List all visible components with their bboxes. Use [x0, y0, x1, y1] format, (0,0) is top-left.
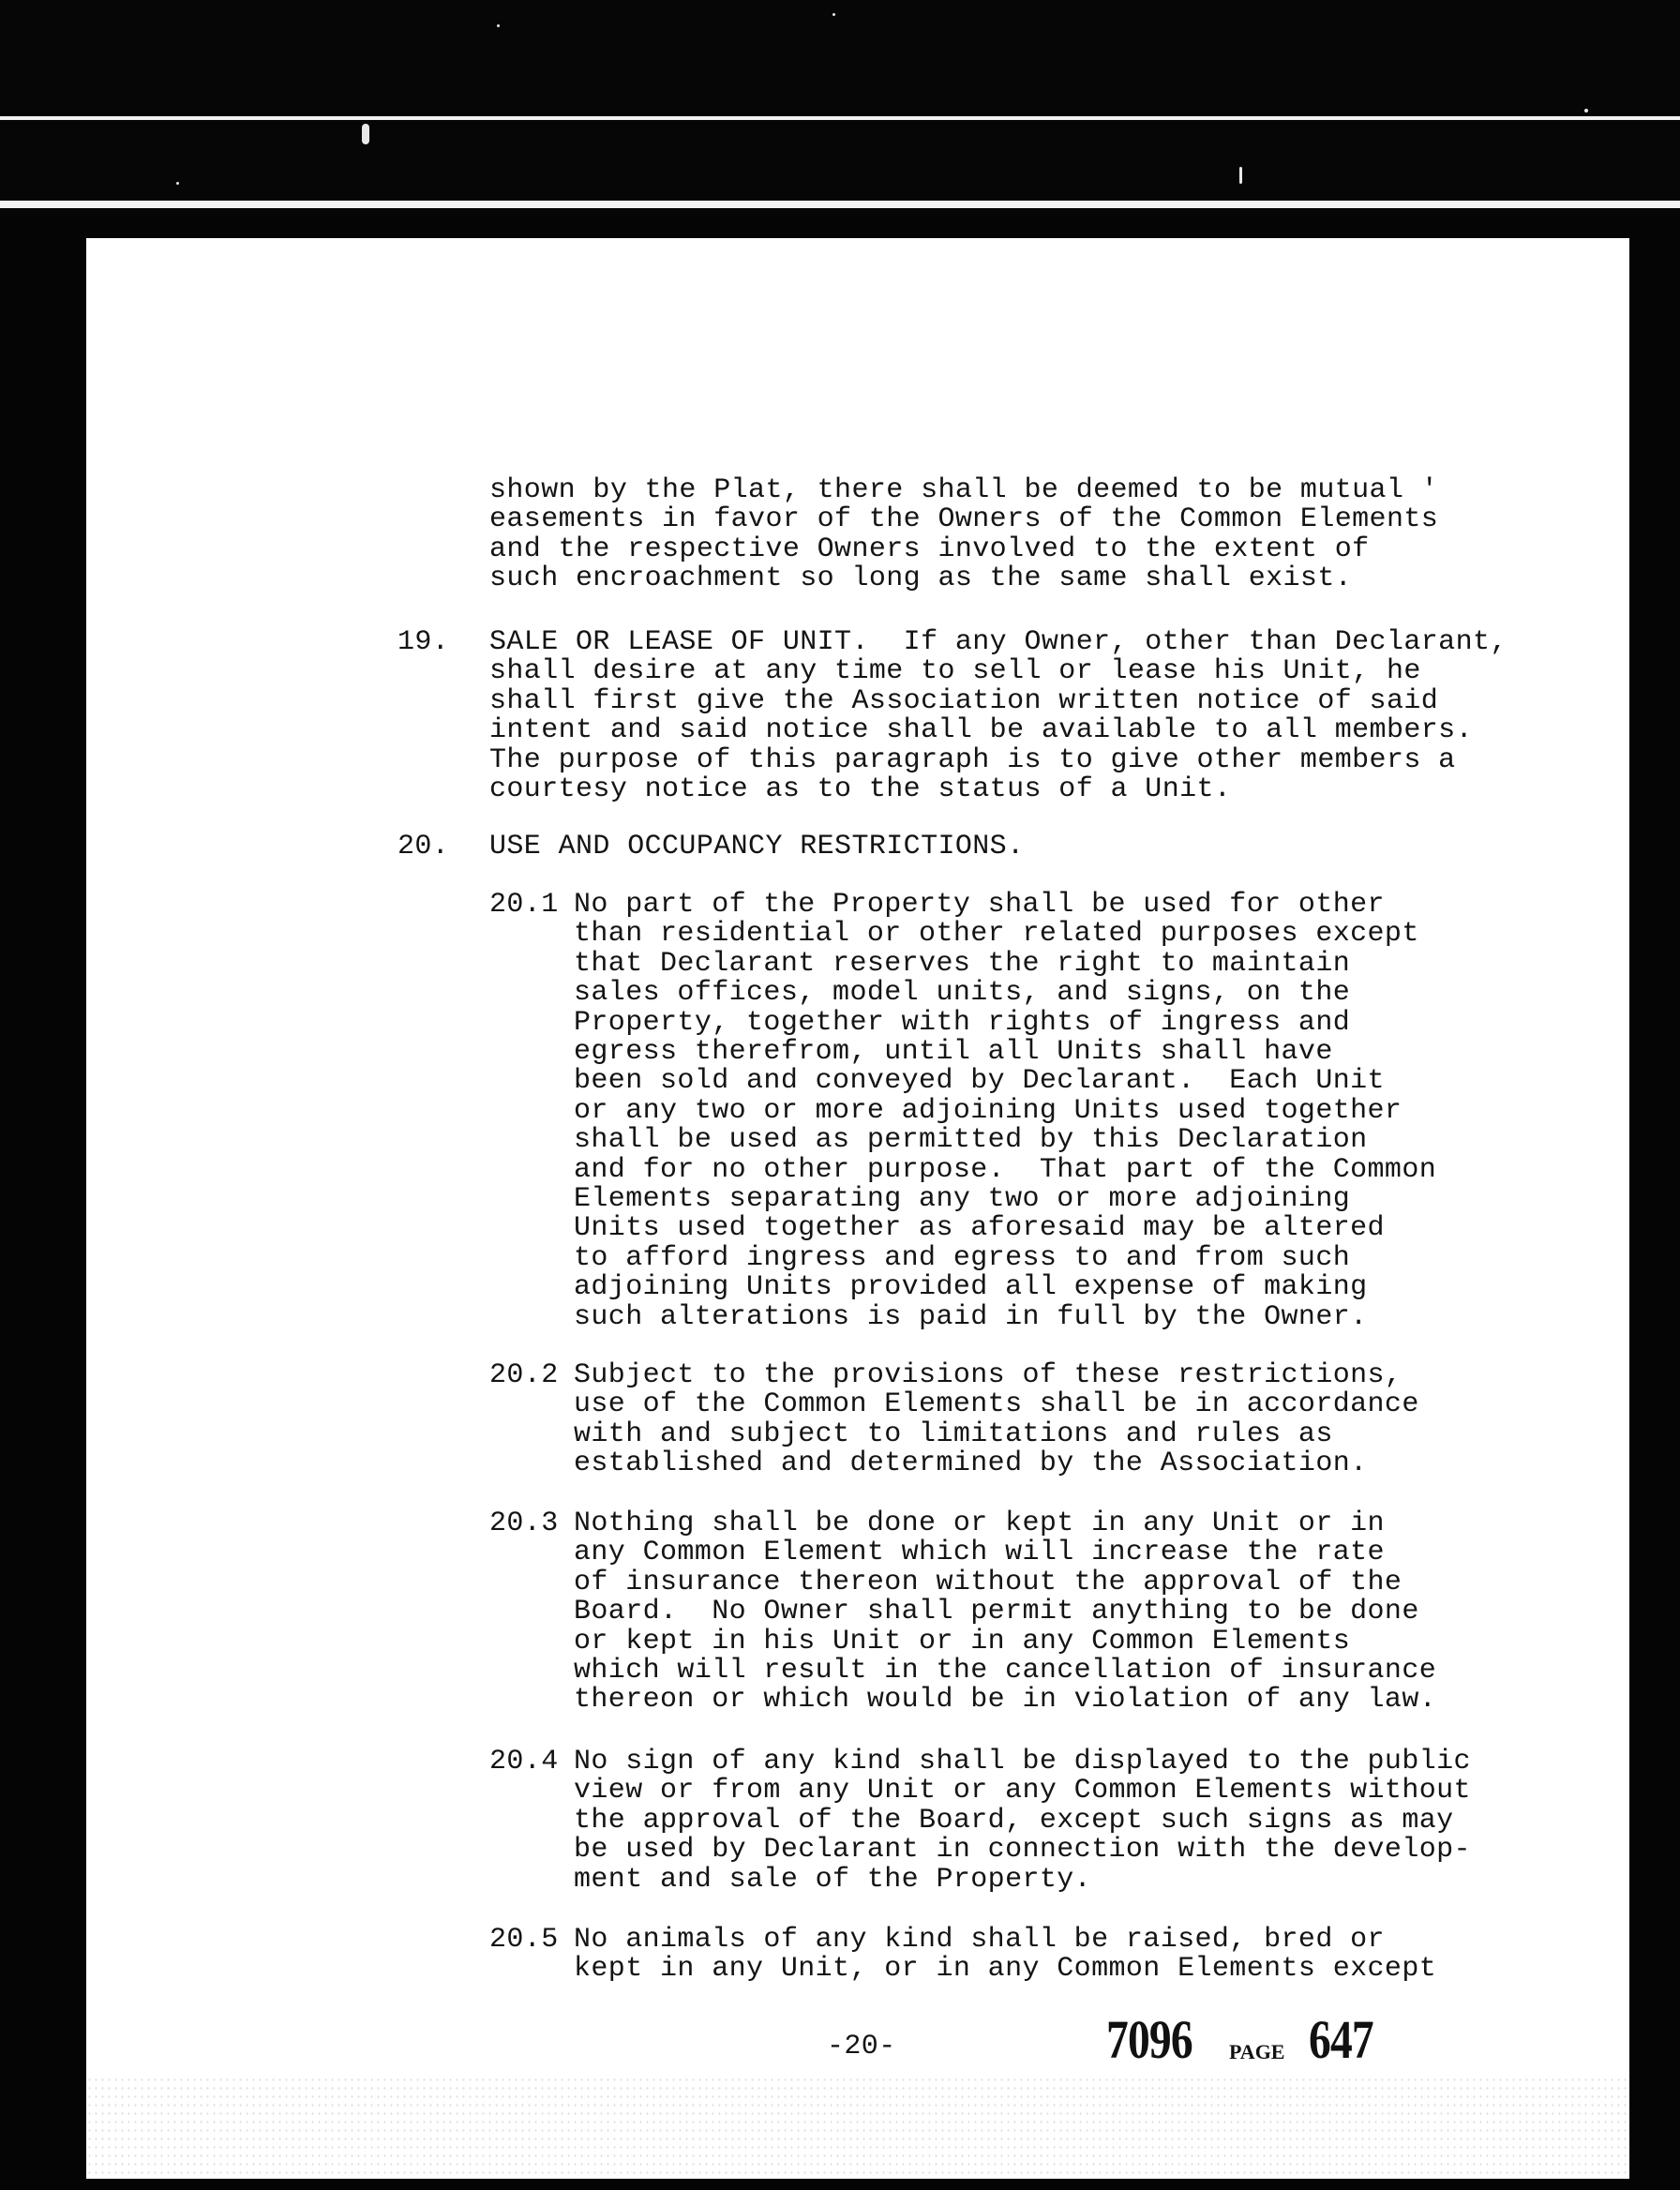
- section-19-number: 19.: [398, 626, 450, 658]
- item-20-3-number: 20.3: [489, 1508, 559, 1539]
- book-page-stamp: [1106, 2008, 1373, 2071]
- item-20-4-text: No sign of any kind shall be displayed to the public view or from any Unit or any Common Elements without the approval of the Board, except such signs as may be used by Declarant in connection with the develop- ment and sale of the Property.: [574, 1746, 1471, 1896]
- scan-speck: [362, 124, 369, 144]
- section-20-number: 20.: [398, 831, 450, 862]
- scan-speck: [1584, 109, 1588, 112]
- page-number: -20-: [827, 2031, 896, 2062]
- scan-speck: [1239, 167, 1242, 184]
- page-number-stamp: 647: [1309, 2009, 1373, 2070]
- scan-dark-header: [0, 0, 1680, 216]
- document-body: [86, 238, 1629, 1986]
- section-19-text: SALE OR LEASE OF UNIT. If any Owner, other than Declarant, shall desire at any time to sell or lease his Unit, he shall first give the Association written notice of said intent and said notice shall be available to all members. The purpose of this paragraph is to give other members a courtesy notice as to the status of a Unit.: [489, 626, 1508, 806]
- scan-noise-bottom: [86, 2076, 1629, 2179]
- item-20-1-number: 20.1: [489, 889, 559, 921]
- scan-line-lower: [0, 201, 1680, 208]
- item-20-4-number: 20.4: [489, 1746, 559, 1778]
- item-20-2-text: Subject to the provisions of these restrictions, use of the Common Elements shall be in accordance with and subject to limitations and rules as established and determined by the Association.: [574, 1359, 1419, 1480]
- continuation-paragraph: shown by the Plat, there shall be deemed to be mutual ' easements in favor of the Owners of the Common Elements and the respective Owners involved to the extent of such encroachment so long as the same shall exist.: [489, 474, 1439, 595]
- scan-speck: [832, 13, 835, 16]
- item-20-1-text: No part of the Property shall be used for other than residential or other related purposes except that Declarant reserves the right to maintain sales offices, model units, and signs, on the Property, together with rights of ingress and egress therefrom, until all Units shall have been sold and conveyed by Declarant. Each Unit or any two or more adjoining Units used together shall be used as permitted by this Declaration and for no other purpose. That part of the Common Elements separating any two or more adjoining Units used together as aforesaid may be altered to afford ingress and egress to and from such adjoining Units provided all expense of making such alterations is paid in full by the Owner.: [574, 889, 1437, 1333]
- page-label: PAGE: [1229, 2040, 1285, 2063]
- section-20-heading: USE AND OCCUPANCY RESTRICTIONS.: [489, 831, 1025, 862]
- item-20-2-number: 20.2: [489, 1359, 559, 1391]
- item-20-3-text: Nothing shall be done or kept in any Unit or in any Common Element which will increase the rate of insurance thereon without the approval of the Board. No Owner shall permit anything to be done or kept in his Unit or in any Common Elements which will result in the cancellation of insurance thereon or which would be in violation of any law.: [574, 1508, 1437, 1717]
- item-20-5-number: 20.5: [489, 1924, 559, 1956]
- scan-speck: [497, 24, 500, 27]
- item-20-5-text: No animals of any kind shall be raised, bred or kept in any Unit, or in any Common Elements except: [574, 1924, 1437, 1986]
- document-page: [86, 238, 1629, 2179]
- scan-line-upper: [0, 116, 1680, 120]
- scan-speck: [176, 182, 179, 185]
- book-number: 7096: [1106, 2009, 1192, 2070]
